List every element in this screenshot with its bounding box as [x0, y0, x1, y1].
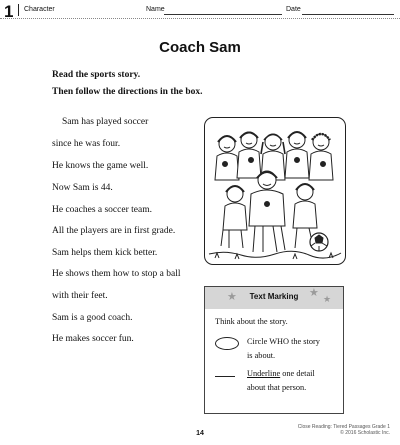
date-label: Date: [286, 6, 301, 13]
story-line: He knows the game well.: [52, 161, 149, 171]
star-icon: ★: [227, 291, 237, 303]
page-title: Coach Sam: [159, 39, 241, 56]
star-icon: ★: [323, 294, 332, 304]
text-marking-prompt: Think about the story.: [215, 317, 288, 326]
page-number: 14: [196, 430, 204, 437]
story-line: since he was four.: [52, 139, 121, 149]
circle-icon: [215, 337, 239, 350]
story-line: He makes soccer fun.: [52, 334, 134, 344]
instruction-line: Read the sports story.: [52, 70, 141, 80]
name-field-line[interactable]: [164, 14, 282, 15]
children-with-soccer-ball-image: [205, 118, 345, 264]
star-icon: ★: [309, 287, 319, 299]
story-line: Sam has played soccer: [62, 117, 149, 127]
underline-rest: one detail: [280, 369, 315, 378]
credit-line: Close Reading: Tiered Passages Grade 1: [297, 424, 390, 430]
story-line: All the players are in first grade.: [52, 226, 176, 236]
soccer-team-illustration: [204, 117, 346, 265]
name-label: Name: [146, 6, 165, 13]
circle-instruction: is about.: [247, 351, 276, 360]
story-line: with their feet.: [52, 291, 108, 301]
date-field-line[interactable]: [302, 14, 394, 15]
story-line: Sam is a good coach.: [52, 313, 133, 323]
underline-icon: [215, 376, 235, 377]
skill-label: Character: [24, 6, 55, 13]
header-rule: [0, 18, 400, 19]
underline-instruction: [247, 369, 315, 378]
circle-instruction: Circle WHO the story: [247, 337, 320, 346]
story-line: Sam helps them kick better.: [52, 248, 158, 258]
credit-line: © 2016 Scholastic Inc.: [340, 430, 390, 436]
story-line: Now Sam is 44.: [52, 183, 113, 193]
instruction-line: Then follow the directions in the box.: [52, 87, 203, 97]
text-marking-title: Text Marking: [249, 292, 299, 301]
story-line: He coaches a soccer team.: [52, 205, 152, 215]
underline-instruction: about that person.: [247, 383, 307, 392]
underline-word: Underline: [247, 369, 281, 378]
lesson-number: 1: [4, 2, 14, 21]
story-line: He shows them how to stop a ball: [52, 269, 181, 279]
header-divider: [18, 4, 19, 16]
text-marking-box: [204, 286, 344, 414]
